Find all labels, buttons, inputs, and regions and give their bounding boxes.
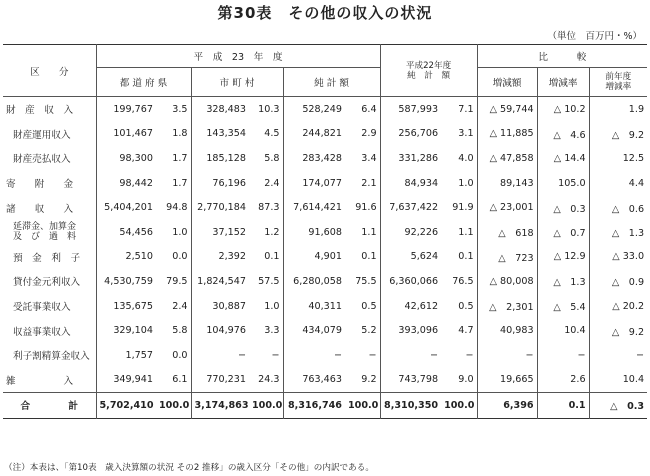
cell-muni: 37,152 [212,226,246,238]
cell-change: △ 11,885 [477,122,537,147]
cell-muni: 328,483 [206,103,246,115]
row-label: 受託事業収入 [3,294,96,319]
cell-change-rate: 2.6 [537,368,589,393]
table-row [3,171,647,196]
cell-change-rate: △ 4.6 [537,122,589,147]
cell-prev-rate: 12.5 [622,152,645,164]
cell-prev-rate: △ 0.9 [611,277,645,289]
cell-pref-ratio: 6.1 [156,368,191,393]
cell-prev-rate: − [636,349,645,361]
table-row [3,245,647,270]
cell-pref: 98,300 [119,152,153,164]
cell-muni-ratio: 87.3 [249,195,283,220]
cell-fy22-ratio: 0.5 [441,294,477,319]
cell-fy22: 7,637,422 [389,202,439,214]
cell-net: 283,428 [302,152,342,164]
table-row [3,269,647,294]
row-label: 預 金 利 子 [3,245,96,270]
cell-pref-ratio: 94.8 [156,195,191,220]
cell-muni: 143,354 [206,128,246,140]
cell-net-ratio: 75.5 [345,269,380,294]
cell-pref: 199,767 [113,103,153,115]
cell-prev-rate: △ 1.3 [611,228,645,240]
cell-change: △ 23,001 [477,195,537,220]
cell-net: 6,280,058 [293,275,342,287]
cell-net-ratio: 0.5 [345,294,380,319]
cell-net: 763,463 [302,374,342,386]
cell-change: △ 618 [477,220,537,245]
cell-pref: 329,104 [113,325,153,337]
cell-fy22-ratio: 0.1 [441,245,477,270]
cell-prev-rate: 10.4 [622,374,645,386]
cell-muni: 104,976 [206,325,246,337]
cell-fy22: 743,798 [398,374,439,386]
cell-pref: 101,467 [113,128,153,140]
header-prev-rate [589,68,647,97]
header-net: 純 計 額 [283,68,380,97]
cell-fy22-ratio: 1.1 [441,220,477,245]
cell-muni: 1,824,547 [197,275,246,287]
total-pref-ratio: 100.0 [156,393,191,419]
cell-pref: 1,757 [125,349,153,361]
cell-fy22: 5,624 [410,251,439,263]
cell-net-ratio: 91.6 [345,195,380,220]
cell-pref-ratio: 1.0 [156,220,191,245]
header-prev-rate-line1: 前年度 [605,72,632,82]
header-fy22-line2: 純 計 額 [407,70,451,81]
cell-pref-ratio: 0.0 [156,343,191,368]
cell-change: △ 2,301 [477,294,537,319]
cell-muni: 2,770,184 [197,202,246,214]
cell-muni-ratio: 4.5 [249,122,283,147]
other-revenue-table [3,44,647,419]
cell-pref-ratio: 1.8 [156,122,191,147]
cell-fy22: 84,934 [404,177,439,189]
table-row [3,318,647,343]
cell-pref: 2,510 [125,251,153,263]
row-label: 貸付金元利収入 [3,269,96,294]
total-row [3,393,647,419]
total-fy22: 8,310,350 [380,393,441,419]
cell-muni: 185,128 [206,152,246,164]
cell-pref-ratio: 79.5 [156,269,191,294]
cell-prev-rate: △ 9.2 [611,129,645,141]
cell-net: 434,079 [302,325,342,337]
cell-net: 91,608 [308,226,342,238]
cell-net: 528,249 [302,103,342,115]
cell-prev-rate: 1.9 [628,103,645,115]
cell-pref: 349,941 [113,374,153,386]
header-change-rate: 増減率 [537,68,589,97]
cell-net-ratio: 0.1 [345,245,380,270]
cell-net: 244,821 [302,128,342,140]
table-row [3,146,647,171]
cell-change: 89,143 [477,171,537,196]
cell-fy22-ratio: 76.5 [441,269,477,294]
cell-fy22-ratio: 4.7 [441,318,477,343]
cell-pref-ratio: 2.4 [156,294,191,319]
total-pref: 5,702,410 [96,393,156,419]
cell-muni-ratio: 10.3 [249,97,283,122]
cell-pref: 135,675 [113,300,153,312]
cell-net-ratio: 5.2 [345,318,380,343]
cell-fy22: 587,993 [398,103,439,115]
cell-fy22-ratio: 7.1 [441,97,477,122]
total-net-ratio: 100.0 [345,393,380,419]
cell-change: △ 80,008 [477,269,537,294]
cell-muni: − [237,349,246,361]
cell-pref-ratio: 0.0 [156,245,191,270]
cell-prev-rate: △ 20.2 [612,300,645,312]
cell-muni-ratio: 24.3 [249,368,283,393]
cell-pref-ratio: 1.7 [156,171,191,196]
cell-fy22-ratio: 9.0 [441,368,477,393]
cell-fy22: 42,612 [404,300,439,312]
cell-net: 174,077 [302,177,342,189]
table-row [3,343,647,368]
header-prev-rate-line2: 増減率 [605,82,632,92]
cell-muni-ratio: 1.2 [249,220,283,245]
cell-change: 19,665 [477,368,537,393]
cell-muni-ratio: 3.3 [249,318,283,343]
cell-pref-ratio: 1.7 [156,146,191,171]
cell-change-rate: △ 12.9 [537,245,589,270]
cell-net: 7,614,421 [293,202,342,214]
cell-change-rate: − [537,343,589,368]
header-fy22-line1: 平成22年度 [405,60,452,71]
cell-muni-ratio: − [249,343,283,368]
row-label: 財 産 収 入 [3,97,96,122]
cell-change-rate: △ 10.2 [537,97,589,122]
cell-fy22-ratio: 91.9 [441,195,477,220]
table-row [3,97,647,122]
cell-change: △ 723 [477,245,537,270]
total-net: 8,316,746 [283,393,345,419]
cell-fy22: 6,360,066 [389,275,439,287]
cell-net: 4,901 [314,251,342,263]
total-muni-ratio: 100.0 [249,393,283,419]
cell-muni-ratio: 1.0 [249,294,283,319]
row-label: 財産運用収入 [3,122,96,147]
cell-change: △ 47,858 [477,146,537,171]
cell-fy22: 256,706 [398,128,439,140]
cell-fy22-ratio: 3.1 [441,122,477,147]
header-category: 区 分 [3,45,96,97]
cell-net-ratio: 1.1 [345,220,380,245]
cell-fy22: 331,286 [398,152,439,164]
cell-fy22: 92,226 [404,226,439,238]
cell-fy22: − [430,349,439,361]
header-muni: 市 町 村 [191,68,283,97]
cell-muni: 30,887 [212,300,246,312]
unit-label: （単位 百万円・%） [547,31,642,42]
cell-change-rate: 10.4 [537,318,589,343]
table-row [3,220,647,245]
row-label: 雑 入 [3,368,96,393]
cell-muni-ratio: 2.4 [249,171,283,196]
cell-net-ratio: 2.9 [345,122,380,147]
cell-fy22-ratio: − [441,343,477,368]
cell-prev-rate: 4.4 [628,177,645,189]
cell-net-ratio: 3.4 [345,146,380,171]
cell-muni-ratio: 5.8 [249,146,283,171]
cell-change-rate: △ 1.3 [537,269,589,294]
table-row [3,368,647,393]
cell-change-rate: △ 0.7 [537,220,589,245]
cell-prev-rate: △ 0.6 [611,203,645,215]
cell-pref: 4,530,759 [104,275,153,287]
cell-net-ratio: 2.1 [345,171,380,196]
table-body [3,97,647,393]
header-pref: 都 道 府 県 [96,68,191,97]
cell-fy22-ratio: 1.0 [441,171,477,196]
row-label: 延滞金、加算金 及 び 過 料 [3,220,96,245]
cell-change: △ 59,744 [477,97,537,122]
header-change: 増減額 [477,68,537,97]
cell-change-rate: △ 0.3 [537,195,589,220]
row-label: 収益事業収入 [3,318,96,343]
header-compare: 比 較 [477,45,647,68]
cell-net: − [333,349,342,361]
cell-change-rate: △ 5.4 [537,294,589,319]
cell-muni: 76,196 [212,177,246,189]
footnote: （注）本表は、「第10表 歳入決算額の状況 その2 推移」の歳入区分「その他」の内訳である。 [4,463,374,473]
cell-muni: 2,392 [218,251,246,263]
table-row [3,122,647,147]
row-label: 利子割精算金収入 [3,343,96,368]
page-title: 第30表 その他の収入の状況 [217,4,433,22]
cell-muni-ratio: 57.5 [249,269,283,294]
total-change: 6,396 [477,393,537,419]
cell-pref: 98,442 [119,177,153,189]
cell-change: − [477,343,537,368]
cell-pref-ratio: 5.8 [156,318,191,343]
table-row [3,195,647,220]
total-label: 合 計 [3,393,96,419]
row-label: 財産売払収入 [3,146,96,171]
cell-change-rate: △ 14.4 [537,146,589,171]
total-fy22-ratio: 100.0 [441,393,477,419]
total-prev-rate: △ 0.3 [589,393,647,419]
cell-pref-ratio: 3.5 [156,97,191,122]
cell-prev-rate: △ 9.2 [611,326,645,338]
cell-pref: 5,404,201 [104,202,153,214]
table-row [3,294,647,319]
cell-net-ratio: 9.2 [345,368,380,393]
cell-pref: 54,456 [119,226,153,238]
cell-muni: 770,231 [206,374,246,386]
cell-change-rate: 105.0 [537,171,589,196]
cell-fy22: 393,096 [398,325,439,337]
total-change-rate: 0.1 [537,393,589,419]
header-fy22 [380,45,477,97]
cell-fy22-ratio: 4.0 [441,146,477,171]
header-fy23: 平 成 23 年 度 [96,45,380,68]
cell-net-ratio: − [345,343,380,368]
cell-change: 40,983 [477,318,537,343]
total-muni: 3,174,863 [191,393,249,419]
row-label: 諸 収 入 [3,195,96,220]
cell-net-ratio: 6.4 [345,97,380,122]
cell-prev-rate: △ 33.0 [612,251,645,263]
row-label: 寄 附 金 [3,171,96,196]
cell-net: 40,311 [308,300,342,312]
cell-muni-ratio: 0.1 [249,245,283,270]
